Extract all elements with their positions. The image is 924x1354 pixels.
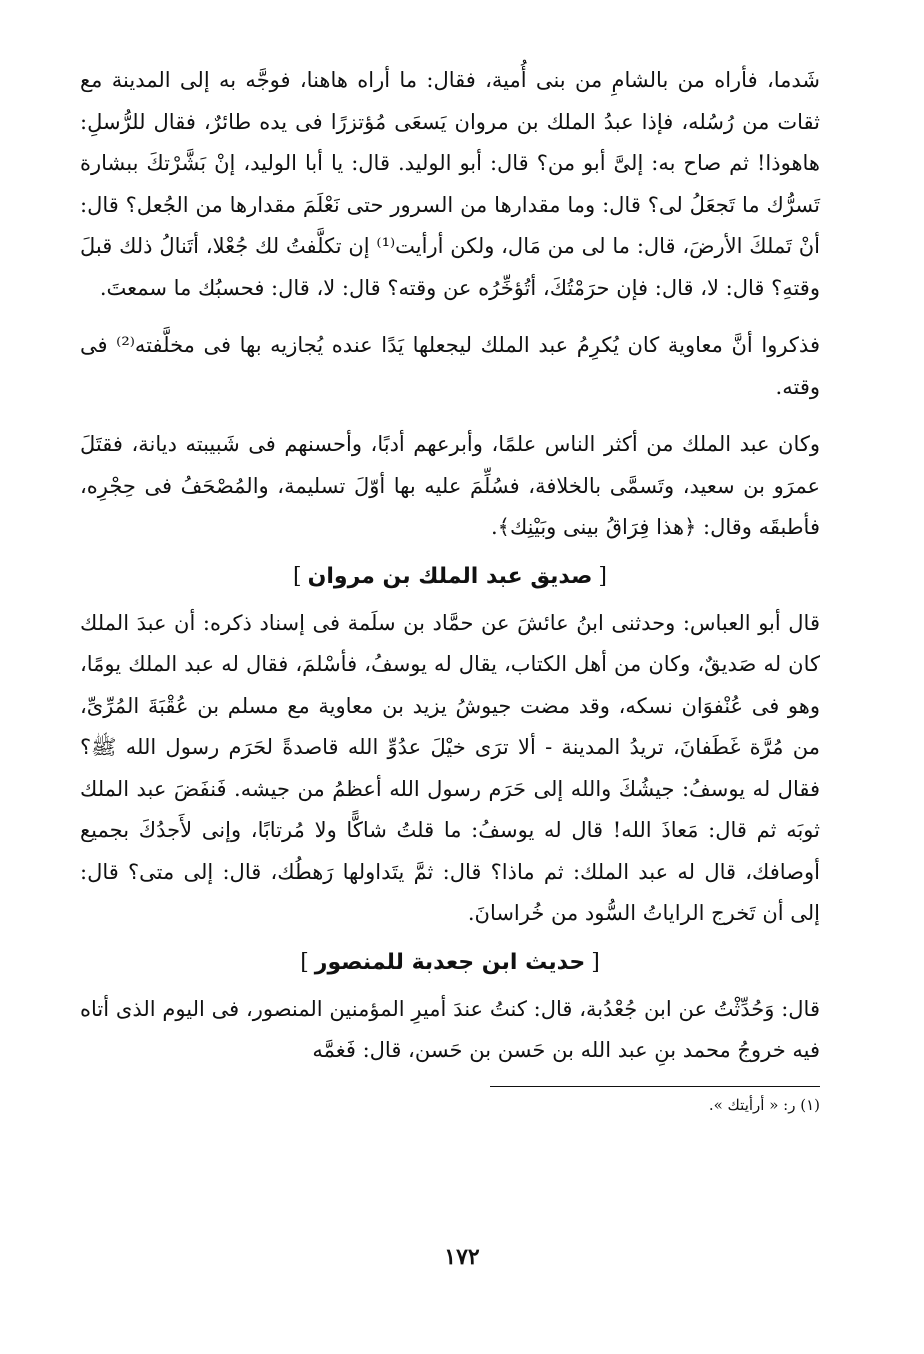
- body-paragraph: قال: وَحُدِّثْتُ عن ابن جُعْدُبة، قال: كنتُ عندَ أميرِ المؤمنين المنصور، فى اليوم الذى أتاه فيه خروجُ محمد بنِ عبد الله بن حَسن بن حَسن، قال: فَغمَّه: [80, 996, 820, 1062]
- heading-bracket-open: [: [598, 563, 607, 589]
- section-heading: [80, 557, 820, 597]
- section-heading-text: حديث ابن جعدبة للمنصور: [314, 949, 586, 975]
- section-heading: [80, 943, 820, 983]
- body-paragraph: قال أبو العباس: وحدثنى ابنُ عائشَ عن حمَّاد بن سلَمة فى إسناد ذكره: أن عبدَ الملك كان له صَديقٌ، وكان من أهل الكتاب، يقال له يوسفُ، فأسْلمَ، فقال له عبد الملك يومًا، وهو فى عُنْفوَان نسكه، وقد مضت جيوشُ يزيد بن معاوية مع مسلم بن عُقْبَةَ المُرِّىِّ، من مُرَّة غَطَفانَ، تريدُ المدينة - ألا ترَى خيْلَ عدُوِّ الله قاصدةً لحَرَم رسول الله ﷺ؟ فقال له يوسفُ: جيشُكَ والله إلى حَرَم رسول الله أعظمُ من جيشه. فَنفَضَ عبد الملك ثوبَه ثم قال: مَعاذَ الله! قال له يوسفُ: ما قلتُ شاكًّا ولا مُرتابًا، وإنى لأَجدُكَ بجميع أوصافك، قال له عبد الملك: ثم ماذا؟ قال: ثمَّ يتَداولها رَهطُك، قال: إلى متى؟ قال: إلى أن تَخرج الراياتُ السُّود من خُراسانَ.: [80, 610, 820, 925]
- heading-bracket-open: [: [591, 949, 600, 975]
- page-number: ١٧٢: [444, 1244, 480, 1270]
- body-paragraph: شَدما، فأراه من بالشامِ من بنى أُمية، فقال: ما أراه هاهنا، فوجَّه به إلى المدينة مع ثقات من رُسُله، فإذا عبدُ الملك بن مروان يَسعَى مُؤتزرًا فى يده طائرٌ، فقال للرُّسلِ: هاهوذا! ثم صاح به: إلىَّ أبو من؟ قال: أبو الوليد. قال: يا أبا الوليد، إنْ بَشَّرْتكَ ببشارة تَسرُّك ما تَجعَلُ لى؟ قال: وما مقدارها من السرور حتى نَعْلَمَ مقدارها من الجُعل؟ قال: أنْ تَملكَ الأرضَ، قال: ما لى من مَال، ولكن أرأيت⁽¹⁾ إن تكلَّفتُ لك جُعْلا، أتَنالُ ذلك قبلَ وقتهِ؟ قال: لا، قال: فإن حرَمْتُكَ، أتُؤخِّرُه عن وقته؟ قال: لا، قال: فحسبُك ما سمعتَ.: [80, 68, 820, 300]
- heading-bracket-close: ]: [293, 563, 302, 589]
- book-page: [80, 60, 820, 1300]
- footnote-divider: [490, 1086, 820, 1087]
- body-paragraph: وكان عبد الملك من أكثر الناس علمًا، وأبرعهم أدبًا، وأحسنهم فى شَبيبته ديانة، فقتَلَ عمرَو بن سعيد، وتَسمَّى بالخلافة، فسُلِّمَ عليه بها أوّلَ تسليمة، والمُصْحَفُ فى حِجْرِه، فأطبقَه وقال: ﴿هذا فِرَاقُ بينى وبَيْنِك﴾.: [80, 432, 820, 539]
- heading-bracket-close: ]: [300, 949, 309, 975]
- section-heading-text: صديق عبد الملك بن مروان: [307, 563, 593, 589]
- footnote: (١) ر: « أرأيتك ».: [708, 1095, 820, 1114]
- body-paragraph: فذكروا أنَّ معاوية كان يُكرِمُ عبد الملك ليجعلها يَدًا عنده يُجازيه بها فى مخلَّفته⁽²⁾ فى وقته.: [80, 333, 820, 399]
